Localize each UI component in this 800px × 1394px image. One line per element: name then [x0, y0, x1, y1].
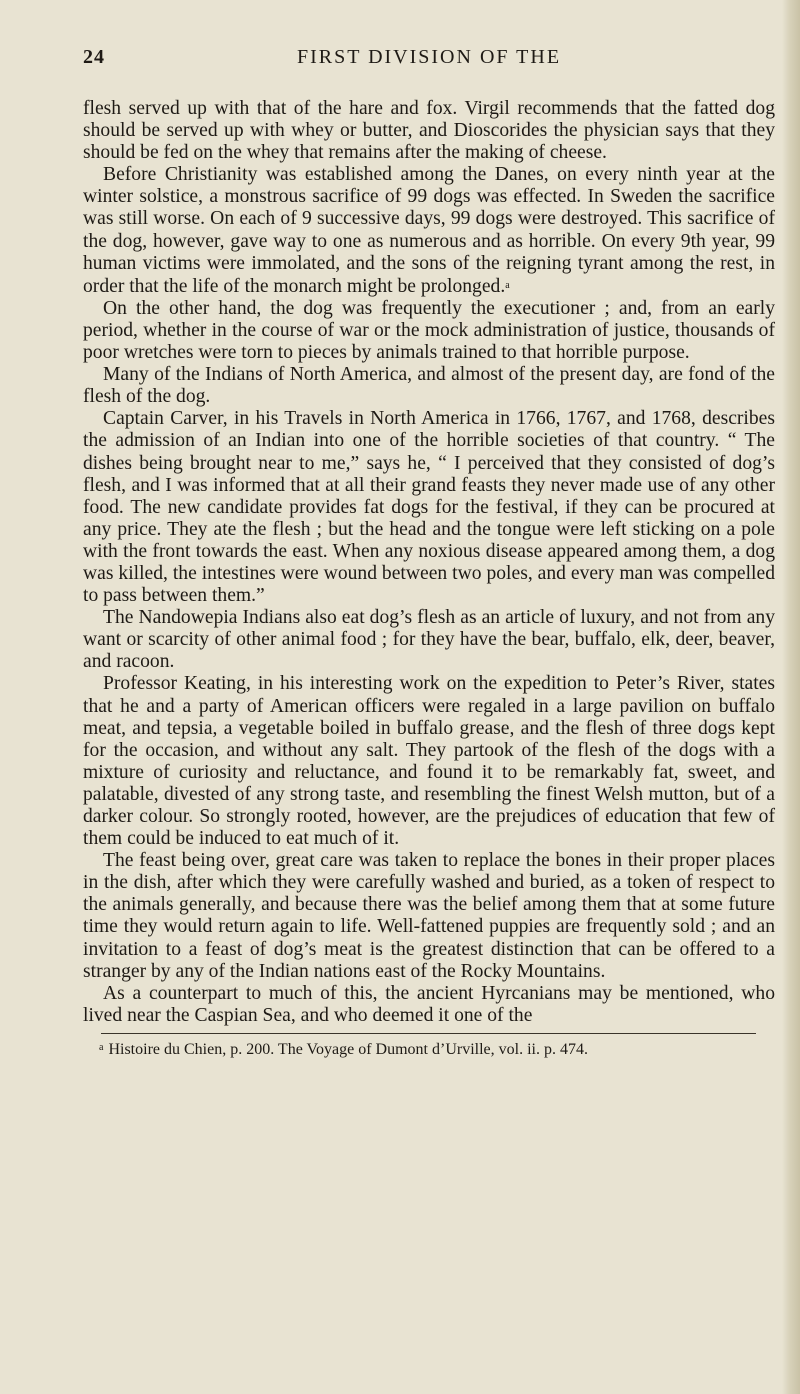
footnote-marker: a [505, 279, 510, 291]
page-number: 24 [83, 46, 105, 68]
page-edge-shadow [782, 0, 800, 1394]
paragraph-feast: The feast being over, great care was taken to replace the bones in their proper places in the dish, after which they were carefully washed and buried, as a token of respect to the animals generally, and because there was the belief among them that at some future time they would return again to life. Well-fattened puppies are frequently sold ; and an invitation to a feast of dog’s meat is the greatest distinction that can be offered to a stranger by any of the Indian nations east of the Rocky Mountains. [83, 850, 775, 982]
running-header [83, 38, 775, 74]
paragraph-hyrcanians: As a counterpart to much of this, the ancient Hyrcanians may be mentioned, who lived near the Caspian Sea, and who deemed it one of the [83, 982, 775, 1026]
paragraph-north-america: Many of the Indians of North America, and almost of the present day, are fond of the flesh of the dog. [83, 364, 775, 408]
paragraph-danish-sacrifice [83, 164, 775, 298]
footnote-divider [101, 1033, 756, 1034]
body-text [83, 98, 775, 1027]
footnote [83, 1038, 775, 1060]
paragraph-captain-carver: Captain Carver, in his Travels in North America in 1766, 1767, and 1768, describes the admission of an Indian into one of the horrible societies of that country. “ The dishes being brought near to me,” says he, “ I perceived that they consisted of dog’s flesh, and I was informed that at all their grand feasts they never made use of any other food. The new candidate provides fat dogs for the festival, if they can be procured at any price. They ate the flesh ; but the head and the tongue were left sticking on a pole with the front towards the east. When any noxious disease appeared among them, a dog was killed, the intestines were wound between two poles, and every man was compelled to pass between them.” [83, 408, 775, 607]
paragraph-continuation: flesh served up with that of the hare and fox. Virgil recommends that the fatted dog should be served up with whey or butter, and Dioscorides the physician says that they should be fed on the whey that remains after the making of cheese. [83, 98, 775, 164]
paragraph-nandowepia: The Nandowepia Indians also eat dog’s flesh as an article of luxury, and not from any want or scarcity of other animal food ; for they have the bear, buffalo, elk, deer, beaver, and racoon. [83, 607, 775, 673]
footnote-text: Histoire du Chien, p. 200. The Voyage of Dumont d’Urville, vol. ii. p. 474. [108, 1040, 588, 1058]
book-page [83, 38, 775, 1060]
paragraph-professor-keating: Professor Keating, in his interesting work on the expedition to Peter’s River, states that he and a party of American officers were regaled in a large pavilion on buffalo meat, and tepsia, a vegetable boiled in buffalo grease, and the flesh of three dogs kept for the occasion, and without any salt. They partook of the flesh of the dogs with a mixture of curiosity and reluctance, and found it to be remarkably fat, sweet, and palatable, divested of any strong taste, and resembling the finest Welsh mutton, but of a darker colour. So strongly rooted, however, are the prejudices of education that few of them could be induced to eat much of it. [83, 673, 775, 850]
footnote-label: a [99, 1041, 104, 1053]
paragraph-executioner: On the other hand, the dog was frequently the executioner ; and, from an early period, whether in the course of war or the mock administration of justice, thousands of poor wretches were torn to pieces by animals trained to that horrible purpose. [83, 297, 775, 364]
paragraph-text: Before Christianity was established among the Danes, on every ninth year at the winter solstice, a monstrous sacrifice of 99 dogs was effected. In Sweden the sacrifice was still worse. On each of 9 successive days, 99 dogs were destroyed. This sacrifice of the dog, however, gave way to one as numerous and as horrible. On every 9th year, 99 human victims were immolated, and the sons of the reigning tyrant among the rest, in order that the life of the monarch might be prolonged. [83, 164, 775, 297]
running-title: FIRST DIVISION OF THE [296, 46, 562, 68]
